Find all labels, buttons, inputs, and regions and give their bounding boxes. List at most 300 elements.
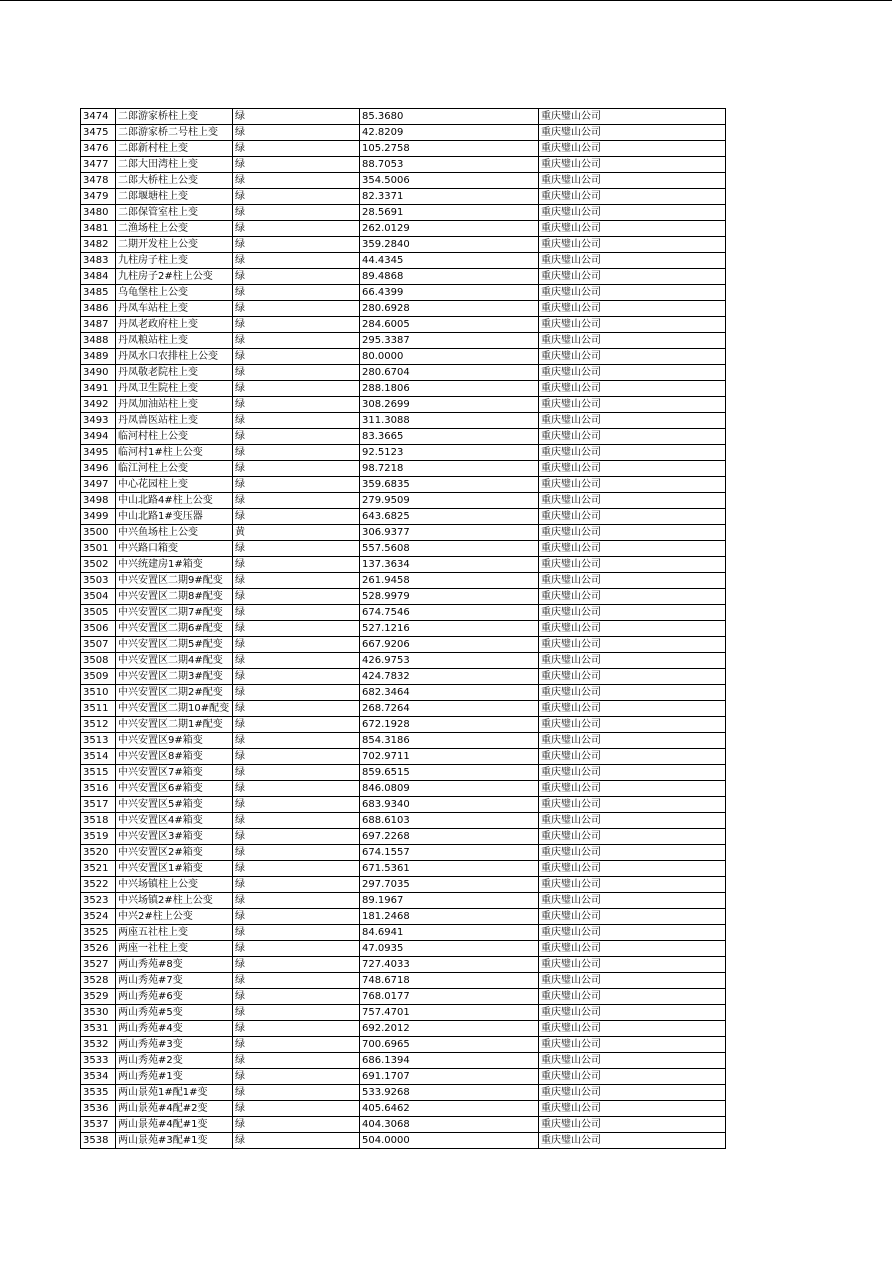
status-color-cell: 绿 (233, 285, 360, 301)
company-cell: 重庆璧山公司 (539, 973, 726, 989)
value-cell: 405.6462 (360, 1101, 539, 1117)
table-row (81, 205, 726, 221)
company-cell: 重庆璧山公司 (539, 205, 726, 221)
value-cell: 288.1806 (360, 381, 539, 397)
status-color-cell: 绿 (233, 861, 360, 877)
row-id-cell: 3478 (81, 173, 116, 189)
status-color-cell: 绿 (233, 1069, 360, 1085)
company-cell: 重庆璧山公司 (539, 1053, 726, 1069)
table-body (81, 109, 726, 1149)
table-row (81, 461, 726, 477)
status-color-cell: 绿 (233, 429, 360, 445)
status-color-cell: 绿 (233, 413, 360, 429)
status-color-cell: 绿 (233, 461, 360, 477)
status-color-cell: 绿 (233, 717, 360, 733)
value-cell: 306.9377 (360, 525, 539, 541)
value-cell: 295.3387 (360, 333, 539, 349)
row-id-cell: 3501 (81, 541, 116, 557)
table-row (81, 301, 726, 317)
status-color-cell: 绿 (233, 733, 360, 749)
value-cell: 261.9458 (360, 573, 539, 589)
transformer-name-cell: 丹凤粮站柱上变 (116, 333, 233, 349)
status-color-cell: 绿 (233, 1053, 360, 1069)
value-cell: 98.7218 (360, 461, 539, 477)
row-id-cell: 3492 (81, 397, 116, 413)
status-color-cell: 绿 (233, 925, 360, 941)
company-cell: 重庆璧山公司 (539, 429, 726, 445)
status-color-cell: 绿 (233, 237, 360, 253)
value-cell: 727.4033 (360, 957, 539, 973)
company-cell: 重庆璧山公司 (539, 541, 726, 557)
status-color-cell: 绿 (233, 765, 360, 781)
status-color-cell: 绿 (233, 349, 360, 365)
table-row (81, 925, 726, 941)
status-color-cell: 绿 (233, 1085, 360, 1101)
table-row (81, 125, 726, 141)
row-id-cell: 3498 (81, 493, 116, 509)
status-color-cell: 绿 (233, 973, 360, 989)
row-id-cell: 3530 (81, 1005, 116, 1021)
table-row (81, 1069, 726, 1085)
transformer-name-cell: 丹凤加油站柱上变 (116, 397, 233, 413)
row-id-cell: 3481 (81, 221, 116, 237)
value-cell: 859.6515 (360, 765, 539, 781)
row-id-cell: 3535 (81, 1085, 116, 1101)
company-cell: 重庆璧山公司 (539, 285, 726, 301)
status-color-cell: 绿 (233, 829, 360, 845)
top-border-line (0, 0, 892, 1)
value-cell: 280.6928 (360, 301, 539, 317)
row-id-cell: 3524 (81, 909, 116, 925)
status-color-cell: 绿 (233, 205, 360, 221)
transformer-name-cell: 中兴场镇柱上公变 (116, 877, 233, 893)
table-row (81, 253, 726, 269)
value-cell: 89.4868 (360, 269, 539, 285)
status-color-cell: 绿 (233, 125, 360, 141)
company-cell: 重庆璧山公司 (539, 253, 726, 269)
row-id-cell: 3526 (81, 941, 116, 957)
value-cell: 692.2012 (360, 1021, 539, 1037)
company-cell: 重庆璧山公司 (539, 1085, 726, 1101)
row-id-cell: 3525 (81, 925, 116, 941)
row-id-cell: 3488 (81, 333, 116, 349)
company-cell: 重庆璧山公司 (539, 173, 726, 189)
status-color-cell: 绿 (233, 317, 360, 333)
table-row (81, 237, 726, 253)
transformer-name-cell: 中山北路1#变压器 (116, 509, 233, 525)
company-cell: 重庆璧山公司 (539, 797, 726, 813)
company-cell: 重庆璧山公司 (539, 685, 726, 701)
status-color-cell: 绿 (233, 797, 360, 813)
table-row (81, 477, 726, 493)
transformer-name-cell: 两山秀苑#6变 (116, 989, 233, 1005)
value-cell: 748.6718 (360, 973, 539, 989)
status-color-cell: 绿 (233, 477, 360, 493)
table-row (81, 749, 726, 765)
status-color-cell: 绿 (233, 621, 360, 637)
company-cell: 重庆璧山公司 (539, 989, 726, 1005)
transformer-name-cell: 丹凤兽医站柱上变 (116, 413, 233, 429)
table-row (81, 269, 726, 285)
transformer-name-cell: 临河村1#柱上公变 (116, 445, 233, 461)
table-row (81, 573, 726, 589)
company-cell: 重庆璧山公司 (539, 333, 726, 349)
status-color-cell: 绿 (233, 1021, 360, 1037)
transformer-name-cell: 两山景苑1#配1#变 (116, 1085, 233, 1101)
company-cell: 重庆璧山公司 (539, 461, 726, 477)
transformer-name-cell: 两座一社柱上变 (116, 941, 233, 957)
transformer-name-cell: 中兴场镇2#柱上公变 (116, 893, 233, 909)
status-color-cell: 绿 (233, 589, 360, 605)
company-cell: 重庆璧山公司 (539, 141, 726, 157)
table-row (81, 333, 726, 349)
table-row (81, 845, 726, 861)
company-cell: 重庆璧山公司 (539, 637, 726, 653)
transformer-name-cell: 丹凤卫生院柱上变 (116, 381, 233, 397)
row-id-cell: 3515 (81, 765, 116, 781)
value-cell: 308.2699 (360, 397, 539, 413)
value-cell: 683.9340 (360, 797, 539, 813)
value-cell: 44.4345 (360, 253, 539, 269)
company-cell: 重庆璧山公司 (539, 1069, 726, 1085)
company-cell: 重庆璧山公司 (539, 1037, 726, 1053)
table-row (81, 429, 726, 445)
value-cell: 181.2468 (360, 909, 539, 925)
row-id-cell: 3476 (81, 141, 116, 157)
table-row (81, 109, 726, 125)
row-id-cell: 3487 (81, 317, 116, 333)
status-color-cell: 绿 (233, 221, 360, 237)
row-id-cell: 3509 (81, 669, 116, 685)
table-row (81, 189, 726, 205)
status-color-cell: 绿 (233, 541, 360, 557)
status-color-cell: 绿 (233, 749, 360, 765)
value-cell: 854.3186 (360, 733, 539, 749)
company-cell: 重庆璧山公司 (539, 861, 726, 877)
company-cell: 重庆璧山公司 (539, 925, 726, 941)
row-id-cell: 3482 (81, 237, 116, 253)
table-row (81, 941, 726, 957)
row-id-cell: 3502 (81, 557, 116, 573)
table-row (81, 717, 726, 733)
transformer-name-cell: 中兴安置区二期7#配变 (116, 605, 233, 621)
value-cell: 280.6704 (360, 365, 539, 381)
value-cell: 674.1557 (360, 845, 539, 861)
table-row (81, 957, 726, 973)
status-color-cell: 绿 (233, 1101, 360, 1117)
row-id-cell: 3517 (81, 797, 116, 813)
value-cell: 89.1967 (360, 893, 539, 909)
table-row (81, 973, 726, 989)
transformer-name-cell: 中兴安置区1#箱变 (116, 861, 233, 877)
company-cell: 重庆璧山公司 (539, 573, 726, 589)
table-row (81, 653, 726, 669)
row-id-cell: 3534 (81, 1069, 116, 1085)
row-id-cell: 3500 (81, 525, 116, 541)
company-cell: 重庆璧山公司 (539, 621, 726, 637)
value-cell: 82.3371 (360, 189, 539, 205)
row-id-cell: 3528 (81, 973, 116, 989)
row-id-cell: 3531 (81, 1021, 116, 1037)
company-cell: 重庆璧山公司 (539, 477, 726, 493)
status-color-cell: 绿 (233, 365, 360, 381)
company-cell: 重庆璧山公司 (539, 397, 726, 413)
status-color-cell: 绿 (233, 1037, 360, 1053)
transformer-table (80, 108, 726, 1149)
value-cell: 528.9979 (360, 589, 539, 605)
value-cell: 691.1707 (360, 1069, 539, 1085)
table-row (81, 701, 726, 717)
company-cell: 重庆璧山公司 (539, 1005, 726, 1021)
value-cell: 697.2268 (360, 829, 539, 845)
status-color-cell: 绿 (233, 509, 360, 525)
company-cell: 重庆璧山公司 (539, 221, 726, 237)
company-cell: 重庆璧山公司 (539, 381, 726, 397)
transformer-name-cell: 两山秀苑#2变 (116, 1053, 233, 1069)
value-cell: 527.1216 (360, 621, 539, 637)
transformer-name-cell: 丹凤敬老院柱上变 (116, 365, 233, 381)
table-row (81, 893, 726, 909)
table-row (81, 445, 726, 461)
status-color-cell: 绿 (233, 157, 360, 173)
status-color-cell: 绿 (233, 653, 360, 669)
row-id-cell: 3538 (81, 1133, 116, 1149)
row-id-cell: 3514 (81, 749, 116, 765)
table-row (81, 173, 726, 189)
status-color-cell: 绿 (233, 989, 360, 1005)
transformer-name-cell: 两山景苑#4配#1变 (116, 1117, 233, 1133)
table-row (81, 221, 726, 237)
row-id-cell: 3512 (81, 717, 116, 733)
table-row (81, 637, 726, 653)
row-id-cell: 3536 (81, 1101, 116, 1117)
row-id-cell: 3507 (81, 637, 116, 653)
transformer-name-cell: 中兴安置区3#箱变 (116, 829, 233, 845)
row-id-cell: 3529 (81, 989, 116, 1005)
value-cell: 426.9753 (360, 653, 539, 669)
company-cell: 重庆璧山公司 (539, 125, 726, 141)
value-cell: 674.7546 (360, 605, 539, 621)
transformer-name-cell: 九柱房子2#柱上公变 (116, 269, 233, 285)
table-row (81, 349, 726, 365)
company-cell: 重庆璧山公司 (539, 189, 726, 205)
row-id-cell: 3486 (81, 301, 116, 317)
row-id-cell: 3505 (81, 605, 116, 621)
value-cell: 279.9509 (360, 493, 539, 509)
value-cell: 284.6005 (360, 317, 539, 333)
status-color-cell: 绿 (233, 109, 360, 125)
transformer-name-cell: 二期开发柱上公变 (116, 237, 233, 253)
value-cell: 84.6941 (360, 925, 539, 941)
status-color-cell: 绿 (233, 1133, 360, 1149)
table-row (81, 1133, 726, 1149)
transformer-name-cell: 中兴安置区5#箱变 (116, 797, 233, 813)
table-row (81, 1037, 726, 1053)
table-row (81, 1101, 726, 1117)
value-cell: 92.5123 (360, 445, 539, 461)
company-cell: 重庆璧山公司 (539, 813, 726, 829)
status-color-cell: 绿 (233, 669, 360, 685)
status-color-cell: 绿 (233, 333, 360, 349)
transformer-name-cell: 两山景苑#4配#2变 (116, 1101, 233, 1117)
transformer-name-cell: 中兴安置区二期2#配变 (116, 685, 233, 701)
company-cell: 重庆璧山公司 (539, 1117, 726, 1133)
transformer-name-cell: 中兴统建房1#箱变 (116, 557, 233, 573)
value-cell: 105.2758 (360, 141, 539, 157)
transformer-name-cell: 两山秀苑#4变 (116, 1021, 233, 1037)
status-color-cell: 黄 (233, 525, 360, 541)
table-row (81, 413, 726, 429)
row-id-cell: 3527 (81, 957, 116, 973)
transformer-name-cell: 两山秀苑#1变 (116, 1069, 233, 1085)
value-cell: 702.9711 (360, 749, 539, 765)
table-row (81, 861, 726, 877)
company-cell: 重庆璧山公司 (539, 653, 726, 669)
transformer-name-cell: 中兴安置区8#箱变 (116, 749, 233, 765)
table-row (81, 589, 726, 605)
transformer-name-cell: 中兴安置区二期4#配变 (116, 653, 233, 669)
company-cell: 重庆璧山公司 (539, 605, 726, 621)
status-color-cell: 绿 (233, 781, 360, 797)
company-cell: 重庆璧山公司 (539, 269, 726, 285)
row-id-cell: 3477 (81, 157, 116, 173)
value-cell: 83.3665 (360, 429, 539, 445)
table-row (81, 141, 726, 157)
table-row (81, 365, 726, 381)
value-cell: 757.4701 (360, 1005, 539, 1021)
company-cell: 重庆璧山公司 (539, 349, 726, 365)
company-cell: 重庆璧山公司 (539, 557, 726, 573)
company-cell: 重庆璧山公司 (539, 893, 726, 909)
transformer-name-cell: 中兴安置区9#箱变 (116, 733, 233, 749)
row-id-cell: 3495 (81, 445, 116, 461)
table-row (81, 909, 726, 925)
transformer-name-cell: 两山秀苑#7变 (116, 973, 233, 989)
company-cell: 重庆璧山公司 (539, 493, 726, 509)
row-id-cell: 3485 (81, 285, 116, 301)
row-id-cell: 3503 (81, 573, 116, 589)
status-color-cell: 绿 (233, 189, 360, 205)
table-row (81, 285, 726, 301)
value-cell: 846.0809 (360, 781, 539, 797)
value-cell: 359.2840 (360, 237, 539, 253)
transformer-name-cell: 二郎游家桥二号柱上变 (116, 125, 233, 141)
company-cell: 重庆璧山公司 (539, 717, 726, 733)
value-cell: 671.5361 (360, 861, 539, 877)
company-cell: 重庆璧山公司 (539, 301, 726, 317)
transformer-name-cell: 两山秀苑#8变 (116, 957, 233, 973)
company-cell: 重庆璧山公司 (539, 1101, 726, 1117)
company-cell: 重庆璧山公司 (539, 413, 726, 429)
value-cell: 768.0177 (360, 989, 539, 1005)
row-id-cell: 3513 (81, 733, 116, 749)
row-id-cell: 3521 (81, 861, 116, 877)
value-cell: 262.0129 (360, 221, 539, 237)
transformer-name-cell: 二郎大桥柱上公变 (116, 173, 233, 189)
table-row (81, 557, 726, 573)
row-id-cell: 3491 (81, 381, 116, 397)
transformer-name-cell: 中兴鱼场柱上公变 (116, 525, 233, 541)
company-cell: 重庆璧山公司 (539, 941, 726, 957)
row-id-cell: 3497 (81, 477, 116, 493)
company-cell: 重庆璧山公司 (539, 733, 726, 749)
value-cell: 533.9268 (360, 1085, 539, 1101)
table-row (81, 493, 726, 509)
row-id-cell: 3493 (81, 413, 116, 429)
transformer-name-cell: 两山景苑#3配#1变 (116, 1133, 233, 1149)
row-id-cell: 3520 (81, 845, 116, 861)
table-row (81, 877, 726, 893)
status-color-cell: 绿 (233, 557, 360, 573)
table-row (81, 813, 726, 829)
value-cell: 47.0935 (360, 941, 539, 957)
value-cell: 404.3068 (360, 1117, 539, 1133)
row-id-cell: 3508 (81, 653, 116, 669)
status-color-cell: 绿 (233, 813, 360, 829)
row-id-cell: 3537 (81, 1117, 116, 1133)
transformer-name-cell: 中山北路4#柱上公变 (116, 493, 233, 509)
company-cell: 重庆璧山公司 (539, 701, 726, 717)
company-cell: 重庆璧山公司 (539, 1133, 726, 1149)
transformer-name-cell: 中兴安置区6#箱变 (116, 781, 233, 797)
table-row (81, 797, 726, 813)
table-row (81, 1117, 726, 1133)
row-id-cell: 3523 (81, 893, 116, 909)
value-cell: 137.3634 (360, 557, 539, 573)
status-color-cell: 绿 (233, 605, 360, 621)
table-row (81, 541, 726, 557)
status-color-cell: 绿 (233, 253, 360, 269)
value-cell: 80.0000 (360, 349, 539, 365)
transformer-name-cell: 中兴安置区二期8#配变 (116, 589, 233, 605)
value-cell: 66.4399 (360, 285, 539, 301)
status-color-cell: 绿 (233, 1117, 360, 1133)
transformer-name-cell: 中兴安置区二期10#配变 (116, 701, 233, 717)
row-id-cell: 3518 (81, 813, 116, 829)
status-color-cell: 绿 (233, 637, 360, 653)
company-cell: 重庆璧山公司 (539, 365, 726, 381)
status-color-cell: 绿 (233, 445, 360, 461)
transformer-name-cell: 丹凤车站柱上变 (116, 301, 233, 317)
table-row (81, 317, 726, 333)
company-cell: 重庆璧山公司 (539, 589, 726, 605)
transformer-name-cell: 二郎保管室柱上变 (116, 205, 233, 221)
company-cell: 重庆璧山公司 (539, 957, 726, 973)
transformer-name-cell: 中兴安置区二期6#配变 (116, 621, 233, 637)
company-cell: 重庆璧山公司 (539, 317, 726, 333)
row-id-cell: 3480 (81, 205, 116, 221)
transformer-name-cell: 丹凤水口农排柱上公变 (116, 349, 233, 365)
value-cell: 643.6825 (360, 509, 539, 525)
value-cell: 359.6835 (360, 477, 539, 493)
company-cell: 重庆璧山公司 (539, 109, 726, 125)
row-id-cell: 3499 (81, 509, 116, 525)
transformer-name-cell: 丹凤老政府柱上变 (116, 317, 233, 333)
company-cell: 重庆璧山公司 (539, 909, 726, 925)
status-color-cell: 绿 (233, 909, 360, 925)
company-cell: 重庆璧山公司 (539, 829, 726, 845)
value-cell: 672.1928 (360, 717, 539, 733)
transformer-name-cell: 中兴安置区4#箱变 (116, 813, 233, 829)
company-cell: 重庆璧山公司 (539, 509, 726, 525)
row-id-cell: 3522 (81, 877, 116, 893)
value-cell: 88.7053 (360, 157, 539, 173)
transformer-name-cell: 二郎新村柱上变 (116, 141, 233, 157)
row-id-cell: 3489 (81, 349, 116, 365)
status-color-cell: 绿 (233, 573, 360, 589)
company-cell: 重庆璧山公司 (539, 445, 726, 461)
transformer-name-cell: 中兴安置区二期9#配变 (116, 573, 233, 589)
